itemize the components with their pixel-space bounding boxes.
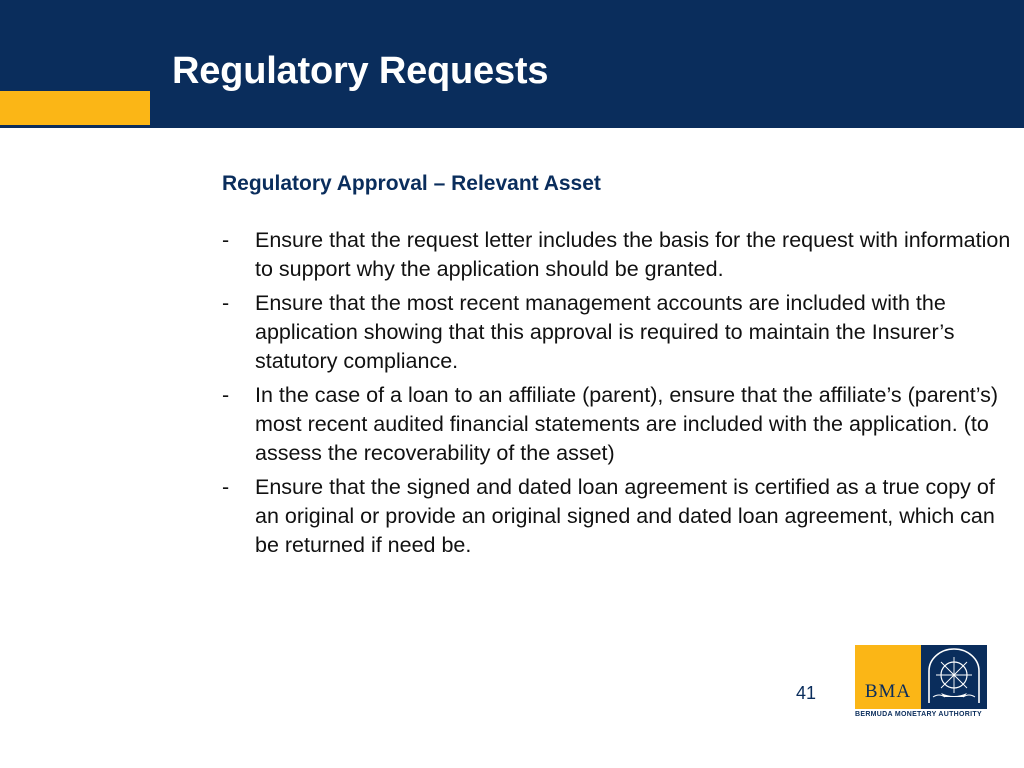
section-subtitle: Regulatory Approval – Relevant Asset xyxy=(222,172,601,195)
logo-gold-panel xyxy=(855,645,921,709)
slide-content xyxy=(222,172,1012,565)
bma-logo xyxy=(855,645,987,720)
bullet-text: Ensure that the most recent management accounts are included with the application showing that this approval is required to maintain the Insurer’s statutory compliance. xyxy=(255,291,955,373)
bullet-item xyxy=(222,289,1012,376)
bullet-marker: - xyxy=(222,475,230,499)
bullet-item xyxy=(222,226,1012,284)
logo-caption: BERMUDA MONETARY AUTHORITY xyxy=(855,711,982,718)
bullet-text: Ensure that the request letter includes the basis for the request with information to support why the application should be granted. xyxy=(255,228,1011,281)
header-divider xyxy=(0,125,1024,128)
bullet-marker: - xyxy=(222,291,230,315)
header-accent-bar xyxy=(0,91,150,125)
bullet-list xyxy=(222,226,1012,560)
ship-emblem-icon xyxy=(921,645,987,709)
slide-title: Regulatory Requests xyxy=(172,50,549,92)
bullet-marker: - xyxy=(222,228,230,252)
bullet-text: Ensure that the signed and dated loan agreement is certified as a true copy of an original or provide an original signed and dated loan agreement, which can be returned if need be. xyxy=(255,475,995,557)
logo-abbreviation: BMA xyxy=(864,681,912,702)
logo-navy-panel xyxy=(921,645,987,709)
bullet-item xyxy=(222,473,1012,560)
bullet-item xyxy=(222,381,1012,468)
bullet-text: In the case of a loan to an affiliate (parent), ensure that the affiliate’s (parent’s) most recent audited financial statements are included with the application. (to assess the recoverability of the asset) xyxy=(255,383,999,465)
bullet-marker: - xyxy=(222,383,230,407)
page-number: 41 xyxy=(796,683,817,703)
